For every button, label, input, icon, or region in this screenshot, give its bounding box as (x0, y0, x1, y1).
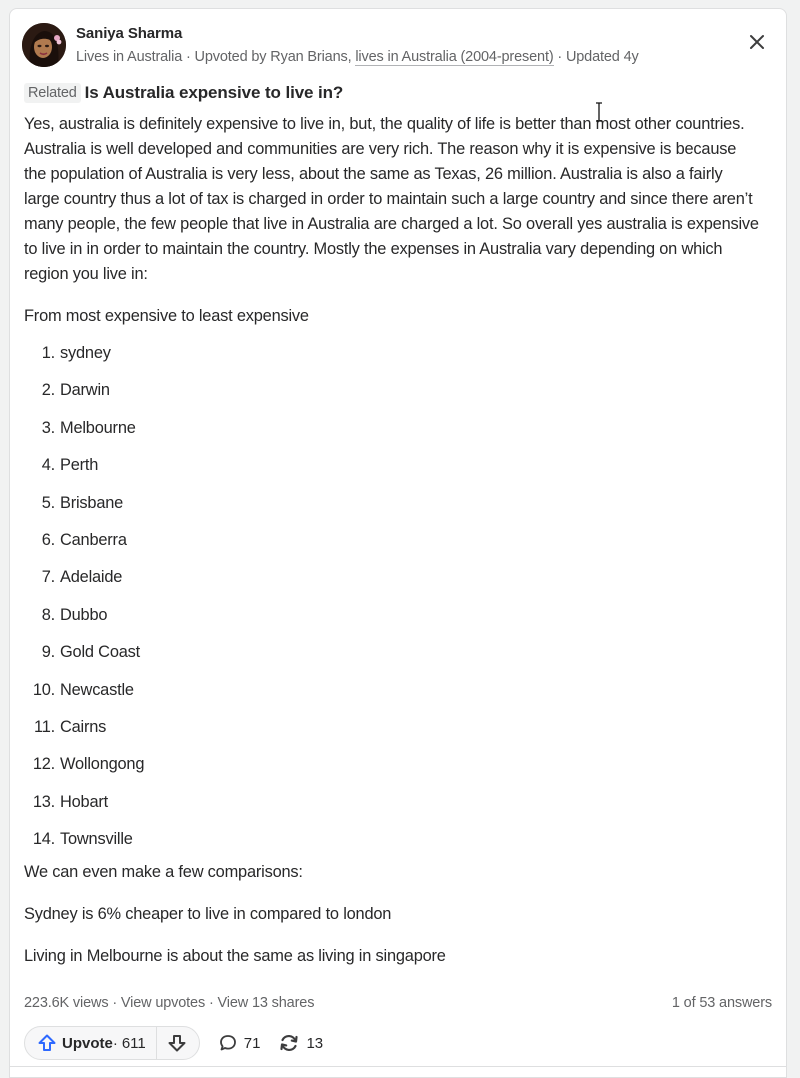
city-name: Darwin (60, 381, 110, 400)
list-number: 3. (41, 418, 55, 437)
city-list-item (24, 752, 764, 789)
city-name: Newcastle (60, 680, 134, 699)
separator: · (108, 995, 121, 1011)
divider (10, 1066, 786, 1067)
comparisons-intro: We can even make a few comparisons: (24, 863, 303, 882)
view-count: 223.6K views (24, 995, 109, 1011)
upvote-label: Upvote (62, 1034, 113, 1052)
upvote-button[interactable] (25, 1027, 157, 1059)
city-list-item (24, 827, 764, 864)
list-intro: From most expensive to least expensive (24, 307, 309, 325)
question-title[interactable]: Is Australia expensive to live in? (84, 83, 344, 102)
downvote-arrow-icon (167, 1033, 187, 1053)
list-number: 9. (41, 643, 55, 662)
vote-pill (24, 1026, 200, 1060)
credential-link[interactable]: lives in Australia (2004-present) (355, 49, 554, 65)
city-name: Brisbane (60, 493, 124, 512)
comment-icon (218, 1033, 238, 1053)
list-number: 13. (32, 792, 55, 811)
city-list-item (24, 678, 764, 715)
text-cursor-icon (594, 102, 604, 122)
list-number: 6. (41, 530, 55, 549)
city-list-item (24, 715, 764, 752)
list-number: 12. (32, 755, 55, 774)
city-name: Canberra (60, 530, 127, 549)
answer-paragraph: Yes, australia is definitely expensive to live in, but, the quality of life is better than most other countries. Australia is well developed and communities are very rich. The reason why it is expensive is because the population of Australia is very less, about the same as Texas, 26 million. Australia is also a fairly large country thus a lot of tax is charged in order to maintain such a large country and since there aren’t many people, the few people that live in Australia are charged a lot. So overall yes australia is expensive to live in in order to maintain the country. Mostly the expenses in Australia vary depending on which region you live in: (24, 115, 759, 283)
related-tag: Related (24, 83, 81, 103)
city-name: Cairns (60, 717, 107, 736)
comment-count: 71 (243, 1034, 261, 1052)
comparison-sydney: Sydney is 6% cheaper to live in compared to london (24, 905, 392, 924)
city-name: Wollongong (60, 755, 145, 774)
updated-text: · Updated 4y (553, 49, 639, 65)
city-name: Melbourne (60, 418, 136, 437)
list-number: 1. (41, 344, 55, 362)
answer-position: 1 of 53 answers (671, 995, 772, 1011)
city-list-item (24, 416, 764, 453)
list-number: 4. (41, 456, 55, 475)
list-number: 10. (32, 680, 55, 699)
answer-body (24, 112, 764, 969)
list-number: 14. (32, 830, 55, 849)
share-count: 13 (306, 1034, 324, 1052)
answer-header (22, 21, 774, 67)
city-list-item (24, 528, 764, 565)
list-number: 8. (41, 605, 55, 624)
close-button[interactable] (746, 31, 768, 53)
list-number: 2. (41, 381, 55, 400)
list-number: 7. (41, 568, 55, 587)
action-bar (24, 1026, 323, 1060)
city-list-item (24, 603, 764, 640)
author-credential (76, 49, 639, 65)
city-list-item (24, 790, 764, 827)
city-name: Hobart (60, 792, 108, 811)
city-name: Gold Coast (60, 643, 140, 662)
view-upvotes-link[interactable]: View upvotes (120, 995, 206, 1011)
related-question[interactable] (24, 83, 343, 107)
comment-button[interactable] (218, 1033, 261, 1053)
city-name: sydney (60, 344, 111, 362)
separator: · (205, 995, 218, 1011)
city-list-item (24, 491, 764, 528)
city-name: Dubbo (60, 605, 108, 624)
list-number: 5. (41, 493, 55, 512)
list-number: 11. (34, 717, 55, 736)
city-name: Townsville (60, 830, 133, 849)
city-list-item (24, 453, 764, 490)
author-avatar[interactable] (22, 23, 66, 67)
city-name: Perth (60, 456, 99, 475)
comparison-melbourne: Living in Melbourne is about the same as living in singapore (24, 947, 446, 966)
city-list-item (24, 378, 764, 415)
city-name: Adelaide (60, 568, 123, 587)
downvote-button[interactable] (157, 1027, 199, 1059)
view-shares-link[interactable]: View 13 shares (217, 995, 315, 1011)
city-list-item (24, 565, 764, 602)
answer-card (9, 8, 787, 1078)
author-name[interactable]: Saniya Sharma (76, 25, 183, 42)
city-list-item (24, 341, 764, 378)
upvote-arrow-icon (37, 1033, 57, 1053)
avatar-illustration-icon (22, 23, 66, 67)
city-list (24, 341, 764, 864)
share-reload-icon (278, 1033, 300, 1053)
city-list-item (24, 640, 764, 677)
close-icon (746, 31, 768, 53)
upvote-count: 611 (121, 1034, 146, 1052)
upvote-separator: · (112, 1034, 118, 1052)
share-button[interactable] (278, 1033, 323, 1053)
credential-text: Lives in Australia · Upvoted by Ryan Brians, (76, 49, 356, 65)
